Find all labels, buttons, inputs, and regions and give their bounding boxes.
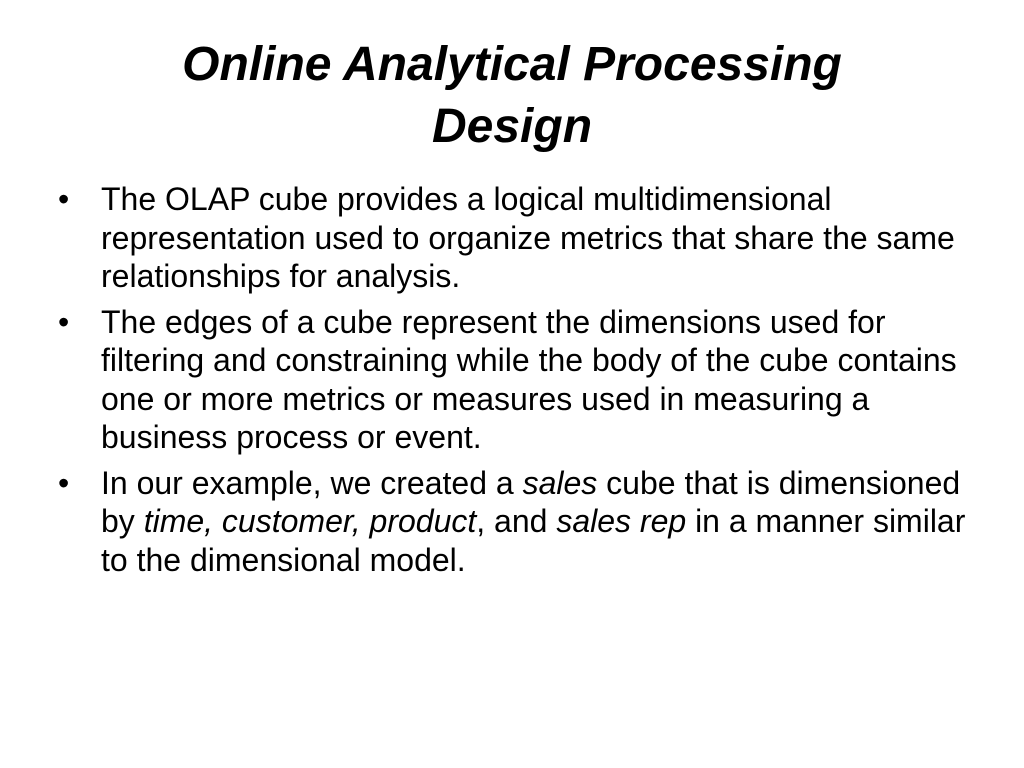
- slide-title-line-2: Design: [431, 100, 593, 153]
- bullet-icon: •: [58, 464, 70, 501]
- bullet-item-cube-edges: [58, 303, 978, 457]
- emphasis-sales: sales: [522, 464, 598, 501]
- slide-title-line-1: Online Analytical Processing: [182, 38, 842, 91]
- bullet-icon: •: [58, 303, 70, 340]
- bullet-text-part: , and: [476, 503, 557, 539]
- bullet-icon: •: [58, 181, 70, 217]
- bullet-text-part: In our example, we created a: [101, 464, 523, 501]
- bullet-item-olap-cube: [58, 180, 978, 296]
- bullet-text-part: in a manner similar to the dimensional model.: [101, 503, 966, 578]
- bullet-text: [101, 465, 965, 578]
- slide-title: [60, 34, 964, 158]
- emphasis-sales-rep: sales rep: [556, 503, 687, 539]
- bullet-text: The OLAP cube provides a logical multidimensional representation used to organize metrics that share the same relationships for analysis.: [101, 181, 955, 294]
- bullet-list: [58, 180, 978, 586]
- bullet-text: The edges of a cube represent the dimensions used for filtering and constraining while the body of the cube contains one or more metrics or measures used in measuring a business process or event.: [101, 303, 957, 455]
- bullet-item-sales-cube-example: [58, 464, 978, 580]
- bullet-text-part: cube that is dimensioned by: [101, 464, 961, 539]
- emphasis-dimensions: time, customer, product: [143, 503, 477, 539]
